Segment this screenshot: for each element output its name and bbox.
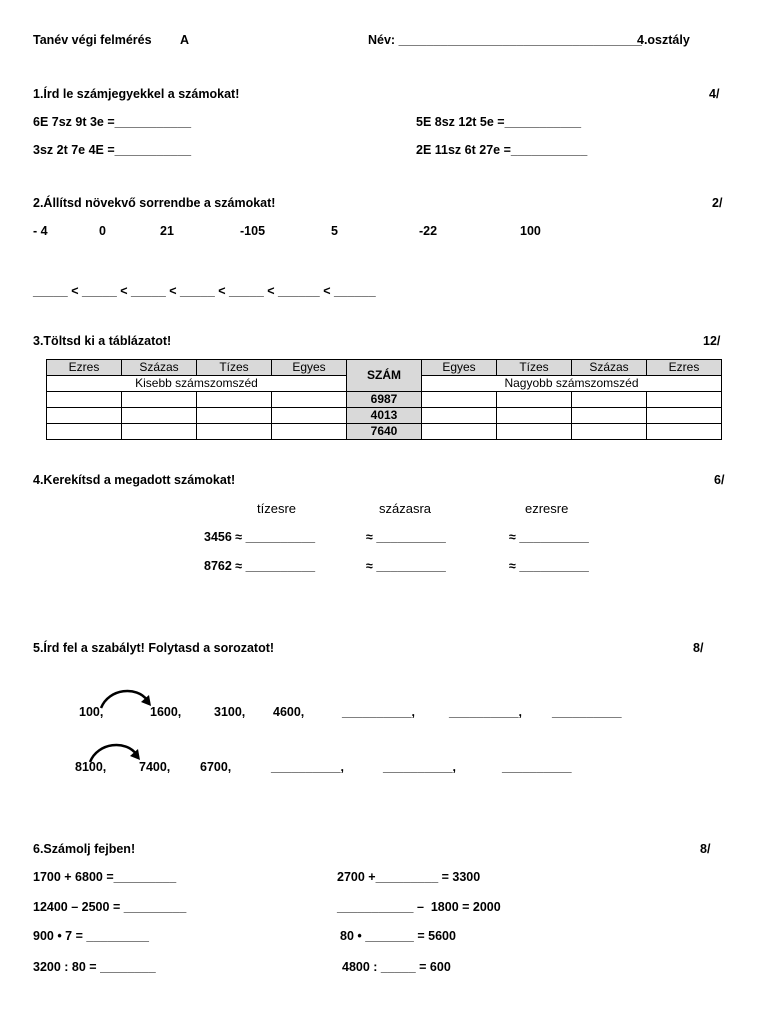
larger-neighbor-header: Nagyobb számszomszéd bbox=[422, 376, 722, 392]
sequence-blank[interactable]: __________, bbox=[271, 760, 344, 774]
rounding-answer[interactable]: 8762 ≈ __________ bbox=[204, 559, 316, 573]
answer-cell[interactable] bbox=[47, 392, 122, 408]
task3-points: 12/ bbox=[703, 334, 721, 348]
sequence-blank[interactable]: __________, bbox=[383, 760, 456, 774]
given-number: 6987 bbox=[347, 392, 422, 408]
sequence-term: 3100, bbox=[214, 705, 246, 719]
sequence-term: 4600, bbox=[273, 705, 305, 719]
rounding-answer[interactable]: ≈ __________ bbox=[509, 559, 589, 573]
task2-number: - 4 bbox=[33, 224, 48, 238]
group-label: A bbox=[180, 33, 190, 47]
answer-cell[interactable] bbox=[47, 424, 122, 440]
task2-number: 21 bbox=[160, 224, 174, 238]
task2-number: 0 bbox=[99, 224, 106, 238]
mental-math-item[interactable]: 1700 + 6800 =_________ bbox=[33, 870, 177, 884]
answer-cell[interactable] bbox=[497, 392, 572, 408]
answer-cell[interactable] bbox=[422, 424, 497, 440]
sequence-term: 6700, bbox=[200, 760, 232, 774]
task2-number: -105 bbox=[240, 224, 266, 238]
answer-cell[interactable] bbox=[572, 408, 647, 424]
task6-title: 6.Számolj fejben! bbox=[33, 842, 136, 856]
answer-cell[interactable] bbox=[272, 392, 347, 408]
smaller-neighbor-header: Kisebb számszomszéd bbox=[47, 376, 347, 392]
answer-cell[interactable] bbox=[647, 424, 722, 440]
answer-cell[interactable] bbox=[647, 392, 722, 408]
mental-math-item[interactable]: 2700 +_________ = 3300 bbox=[337, 870, 481, 884]
name-field[interactable]: Név: ___________________________________ bbox=[368, 33, 642, 47]
task1-points: 4/ bbox=[709, 87, 720, 101]
mental-math-item[interactable]: ___________ – 1800 = 2000 bbox=[337, 900, 501, 914]
task2-title: 2.Állítsd növekvő sorrendbe a számokat! bbox=[33, 196, 276, 210]
number-column-header: SZÁM bbox=[347, 360, 422, 392]
sequence-blank[interactable]: __________, bbox=[342, 705, 415, 719]
sequence-term: 8100, bbox=[75, 760, 107, 774]
answer-cell[interactable] bbox=[272, 424, 347, 440]
task2-points: 2/ bbox=[712, 196, 723, 210]
answer-cell[interactable] bbox=[122, 408, 197, 424]
task2-number: -22 bbox=[419, 224, 438, 238]
grade-label: 4.osztály bbox=[637, 33, 690, 47]
answer-cell[interactable] bbox=[197, 408, 272, 424]
answer-cell[interactable] bbox=[497, 408, 572, 424]
task4-points: 6/ bbox=[714, 473, 725, 487]
answer-cell[interactable] bbox=[497, 424, 572, 440]
table-row bbox=[47, 424, 722, 440]
column-header: Tízes bbox=[497, 360, 572, 376]
table-row bbox=[47, 408, 722, 424]
column-header: Százas bbox=[572, 360, 647, 376]
task1-title: 1.Írd le számjegyekkel a számokat! bbox=[33, 87, 240, 101]
mental-math-item[interactable]: 3200 : 80 = ________ bbox=[33, 960, 156, 974]
number-neighbor-table bbox=[46, 359, 722, 440]
task1-item[interactable]: 5E 8sz 12t 5e =___________ bbox=[416, 115, 582, 129]
task6-points: 8/ bbox=[700, 842, 711, 856]
sequence-blank[interactable]: __________, bbox=[449, 705, 522, 719]
task5-points: 8/ bbox=[693, 641, 704, 655]
column-header: Tízes bbox=[197, 360, 272, 376]
task3-title: 3.Töltsd ki a táblázatot! bbox=[33, 334, 172, 348]
mental-math-item[interactable]: 80 • _______ = 5600 bbox=[340, 929, 456, 943]
curved-arrow-icon bbox=[95, 684, 157, 712]
task1-item[interactable]: 2E 11sz 6t 27e =___________ bbox=[416, 143, 588, 157]
task1-item[interactable]: 3sz 2t 7e 4E =___________ bbox=[33, 143, 192, 157]
task4-title: 4.Kerekítsd a megadott számokat! bbox=[33, 473, 236, 487]
sequence-term: 1600, bbox=[150, 705, 182, 719]
column-header: Ezres bbox=[647, 360, 722, 376]
answer-cell[interactable] bbox=[122, 392, 197, 408]
answer-cell[interactable] bbox=[647, 408, 722, 424]
column-header: Egyes bbox=[422, 360, 497, 376]
rounding-answer[interactable]: ≈ __________ bbox=[509, 530, 589, 544]
sequence-term: 100, bbox=[79, 705, 104, 719]
answer-cell[interactable] bbox=[197, 392, 272, 408]
rounding-column-hundreds: százasra bbox=[379, 501, 432, 516]
given-number: 4013 bbox=[347, 408, 422, 424]
sequence-blank[interactable]: __________ bbox=[552, 705, 622, 719]
task2-answer-blanks[interactable]: _____ < _____ < _____ < _____ < _____ < ______ < ______ bbox=[33, 284, 376, 298]
mental-math-item[interactable]: 900 • 7 = _________ bbox=[33, 929, 149, 943]
rounding-answer[interactable]: ≈ __________ bbox=[366, 530, 446, 544]
sequence-blank[interactable]: __________ bbox=[502, 760, 572, 774]
worksheet-title: Tanév végi felmérés bbox=[33, 33, 152, 47]
mental-math-item[interactable]: 12400 – 2500 = _________ bbox=[33, 900, 187, 914]
task2-number: 100 bbox=[520, 224, 541, 238]
task2-number: 5 bbox=[331, 224, 338, 238]
mental-math-item[interactable]: 4800 : _____ = 600 bbox=[342, 960, 451, 974]
answer-cell[interactable] bbox=[572, 392, 647, 408]
sequence-term: 7400, bbox=[139, 760, 171, 774]
task1-item[interactable]: 6E 7sz 9t 3e =___________ bbox=[33, 115, 192, 129]
column-header: Egyes bbox=[272, 360, 347, 376]
column-header: Százas bbox=[122, 360, 197, 376]
answer-cell[interactable] bbox=[272, 408, 347, 424]
rounding-column-thousands: ezresre bbox=[525, 501, 569, 516]
answer-cell[interactable] bbox=[422, 392, 497, 408]
rounding-answer[interactable]: ≈ __________ bbox=[366, 559, 446, 573]
column-header: Ezres bbox=[47, 360, 122, 376]
rounding-column-tens: tízesre bbox=[257, 501, 297, 516]
table-row bbox=[47, 392, 722, 408]
answer-cell[interactable] bbox=[197, 424, 272, 440]
answer-cell[interactable] bbox=[122, 424, 197, 440]
rounding-answer[interactable]: 3456 ≈ __________ bbox=[204, 530, 316, 544]
given-number: 7640 bbox=[347, 424, 422, 440]
answer-cell[interactable] bbox=[47, 408, 122, 424]
task5-title: 5.Írd fel a szabályt! Folytasd a sorozatot! bbox=[33, 641, 275, 655]
answer-cell[interactable] bbox=[422, 408, 497, 424]
answer-cell[interactable] bbox=[572, 424, 647, 440]
